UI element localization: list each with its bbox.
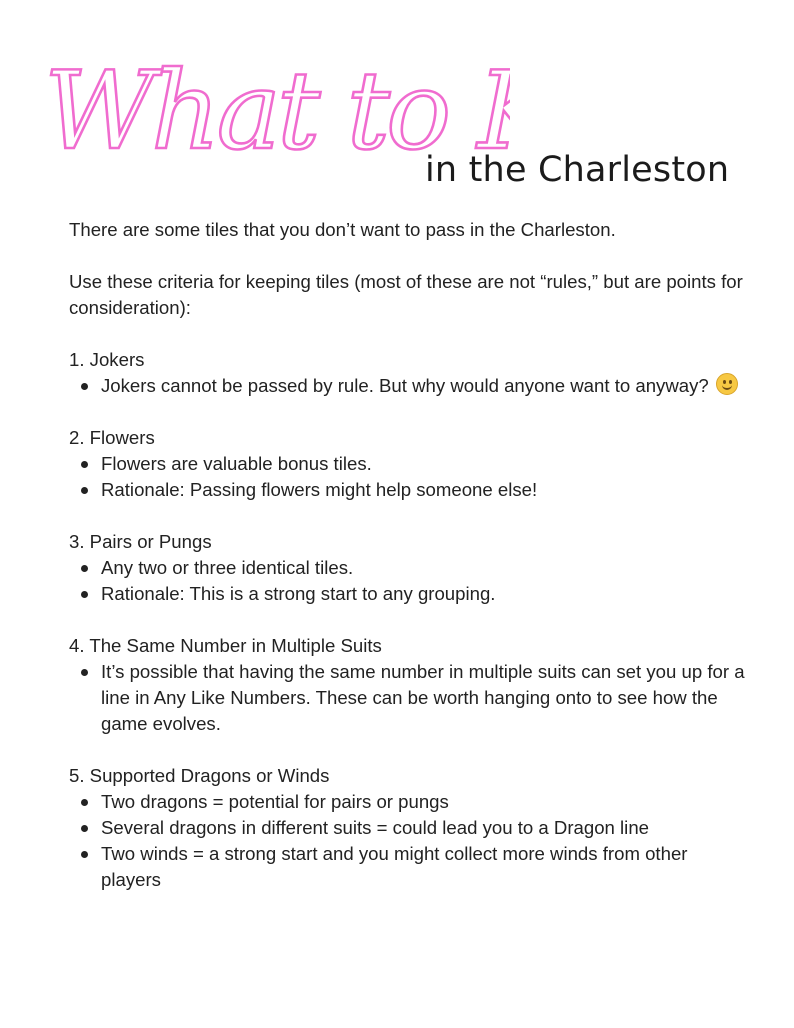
section-heading: 1. Jokers (69, 349, 145, 370)
section-same-number (69, 633, 749, 737)
bullet-list (69, 451, 749, 503)
intro-paragraph-1: There are some tiles that you don’t want to pass in the Charleston. (69, 219, 616, 240)
list-item: Two dragons = potential for pairs or pungs (101, 789, 749, 815)
section-dragons-winds (69, 763, 749, 893)
list-item: Rationale: Passing flowers might help someone else! (101, 477, 749, 503)
bullet-list (69, 555, 749, 607)
list-item: It’s possible that having the same number in multiple suits can set you up for a line in Any Like Numbers. These can be worth hanging onto to see how the game evolves. (101, 659, 749, 737)
list-item: Any two or three identical tiles. (101, 555, 749, 581)
intro-paragraph-2: Use these criteria for keeping tiles (most of these are not “rules,” but are points for consideration): (69, 271, 743, 318)
section-heading: 5. Supported Dragons or Winds (69, 765, 330, 786)
list-item: Several dragons in different suits = could lead you to a Dragon line (101, 815, 749, 841)
bullet-list (69, 659, 749, 737)
document-body (69, 217, 749, 919)
page-subtitle: in the Charleston (425, 150, 730, 190)
list-item: Flowers are valuable bonus tiles. (101, 451, 749, 477)
list-item: Rationale: This is a strong start to any grouping. (101, 581, 749, 607)
list-item (101, 373, 749, 399)
section-heading: 2. Flowers (69, 427, 155, 448)
list-item: Two winds = a strong start and you might collect more winds from other players (101, 841, 749, 893)
section-flowers (69, 425, 749, 503)
section-pairs-pungs (69, 529, 749, 607)
section-heading: 4. The Same Number in Multiple Suits (69, 635, 382, 656)
bullet-list (69, 373, 749, 399)
script-title-text: What to (44, 49, 448, 174)
list-item-text: Jokers cannot be passed by rule. But why would anyone want to anyway? (101, 375, 709, 396)
bullet-list (69, 789, 749, 893)
slightly-smiling-face-icon (716, 373, 738, 395)
section-jokers (69, 347, 749, 399)
section-heading: 3. Pairs or Pungs (69, 531, 212, 552)
